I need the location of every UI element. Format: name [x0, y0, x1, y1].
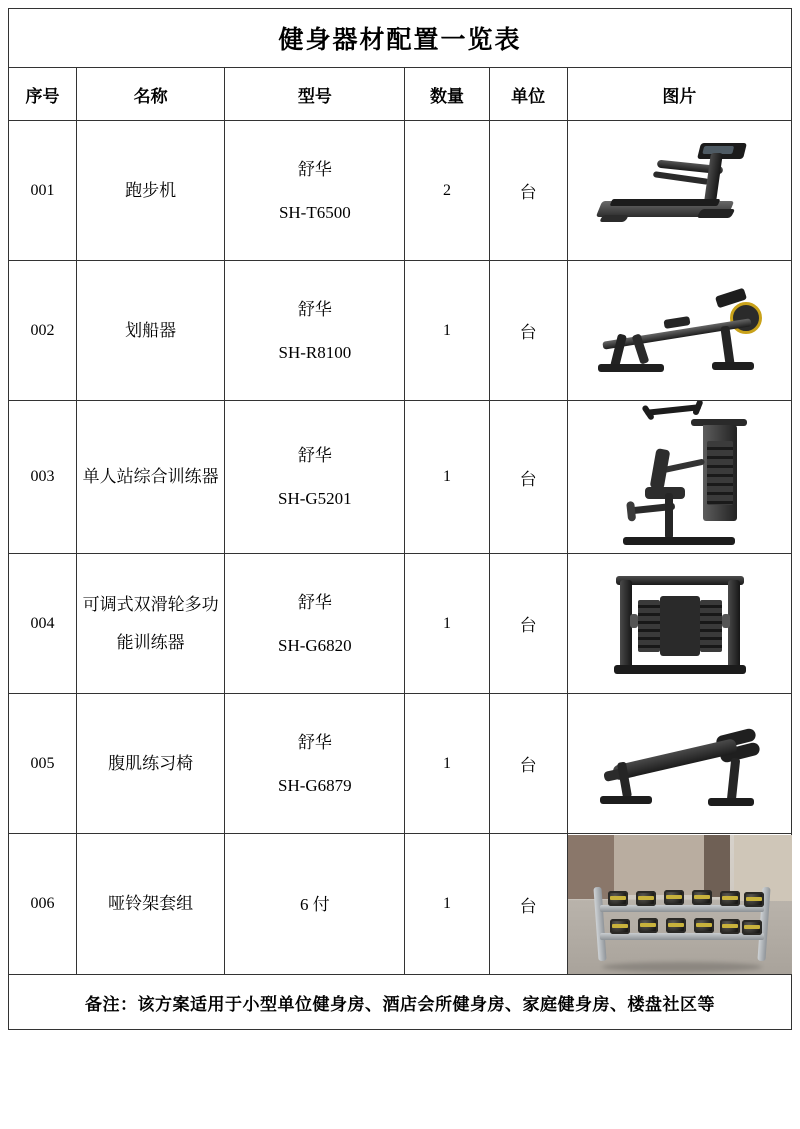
- gym-back-pad: [649, 448, 670, 490]
- row-no: 002: [9, 261, 77, 401]
- ab-bench-illustration: [594, 718, 766, 810]
- column-header-name: 名称: [77, 68, 225, 121]
- table-row: [9, 554, 792, 694]
- row-model: [225, 554, 405, 694]
- row-name: 腹肌练习椅: [77, 694, 225, 834]
- dumbbell: [744, 892, 764, 907]
- rack-shelf-lower: [600, 933, 764, 940]
- photo-wall-middle: [614, 835, 706, 895]
- row-unit: 台: [489, 401, 567, 554]
- dumbbell: [694, 918, 714, 933]
- table-note-row: [9, 975, 792, 1030]
- bench-base-left: [600, 796, 652, 804]
- row-picture-cell: [567, 694, 791, 834]
- row-no: 004: [9, 554, 77, 694]
- dual-pulley-trainer-image: [568, 554, 792, 693]
- trainer-handle-left: [630, 614, 638, 628]
- gym-weight-stack: [707, 441, 733, 505]
- treadmill-handle-lower: [652, 171, 708, 185]
- row-no: 003: [9, 401, 77, 554]
- dumbbell: [636, 891, 656, 906]
- column-header-picture: 图片: [567, 68, 791, 121]
- row-unit: 台: [489, 694, 567, 834]
- bench-base-right: [708, 798, 754, 806]
- row-picture-cell: [567, 121, 791, 261]
- trainer-base: [614, 665, 746, 674]
- row-model-code: SH-G6879: [278, 775, 352, 795]
- row-picture-cell: [567, 401, 791, 554]
- rowing-machine-illustration: [592, 286, 768, 376]
- dumbbell: [610, 919, 630, 934]
- row-model-code: SH-R8100: [278, 342, 352, 362]
- table-row: [9, 261, 792, 401]
- row-unit: 台: [489, 261, 567, 401]
- treadmill-rear-foot: [696, 209, 735, 218]
- rowing-machine-image: [568, 261, 792, 400]
- dumbbell-rack-photo: [568, 835, 792, 974]
- treadmill-image: [568, 121, 792, 260]
- table-row: [9, 694, 792, 834]
- column-header-unit: 单位: [489, 68, 567, 121]
- row-no: 006: [9, 834, 77, 975]
- row-qty: 1: [405, 834, 489, 975]
- table-header-row: [9, 68, 792, 121]
- dumbbell: [692, 890, 712, 905]
- row-model-brand: 舒华: [297, 159, 332, 179]
- row-name: 单人站综合训练器: [77, 401, 225, 554]
- trainer-weight-stack-right: [700, 600, 722, 652]
- equipment-configuration-table: [8, 8, 792, 1030]
- dumbbell: [664, 890, 684, 905]
- rower-leg-c: [720, 325, 734, 366]
- rower-leg-a: [610, 333, 627, 368]
- row-name: 跑步机: [77, 121, 225, 261]
- table-title-row: [9, 9, 792, 68]
- row-name: 可调式双滑轮多功能训练器: [77, 554, 225, 694]
- gym-base: [623, 537, 735, 545]
- rower-base-right: [712, 362, 754, 370]
- row-unit: 台: [489, 554, 567, 694]
- row-no: 005: [9, 694, 77, 834]
- row-qty: 1: [405, 261, 489, 401]
- row-model: [225, 834, 405, 975]
- row-name: 哑铃架套组: [77, 834, 225, 975]
- dumbbell: [720, 919, 740, 934]
- row-qty: 1: [405, 401, 489, 554]
- dumbbell: [720, 891, 740, 906]
- trainer-center-column: [660, 596, 700, 656]
- row-model-code: SH-G5201: [278, 489, 352, 508]
- row-model: [225, 261, 405, 401]
- row-qty: 2: [405, 121, 489, 261]
- dumbbell-rack: [594, 887, 770, 965]
- rower-base-left: [598, 364, 664, 372]
- row-no: 001: [9, 121, 77, 261]
- treadmill-belt: [609, 199, 720, 206]
- row-qty: 1: [405, 694, 489, 834]
- row-picture-cell: [567, 554, 791, 694]
- rack-shelf-upper: [600, 905, 764, 912]
- row-unit: 台: [489, 834, 567, 975]
- ab-bench-image: [568, 694, 792, 833]
- treadmill-front-foot: [599, 215, 629, 222]
- rower-seat: [663, 316, 690, 329]
- single-station-gym-image: [568, 401, 792, 553]
- trainer-handle-right: [722, 614, 730, 628]
- row-model: [225, 694, 405, 834]
- dumbbell: [638, 918, 658, 933]
- bench-leg-right: [726, 757, 740, 802]
- row-model-brand: 舒华: [297, 299, 332, 319]
- row-model-brand: 舒华: [297, 592, 332, 612]
- note-text: 备注：该方案适用于小型单位健身房、酒店会所健身房、家庭健身房、楼盘社区等: [9, 975, 792, 1030]
- row-picture-cell: [567, 834, 791, 975]
- row-picture-cell: [567, 261, 791, 401]
- rack-upright-left: [593, 886, 606, 960]
- row-name: 划船器: [77, 261, 225, 401]
- row-unit: 台: [489, 121, 567, 261]
- row-model: [225, 121, 405, 261]
- page-title: 健身器材配置一览表: [9, 9, 792, 68]
- single-station-gym-illustration: [605, 401, 755, 553]
- gym-seat-post: [665, 493, 673, 539]
- row-qty: 1: [405, 554, 489, 694]
- column-header-qty: 数量: [405, 68, 489, 121]
- bench-pad: [612, 738, 738, 781]
- row-model-brand: 6 付: [299, 894, 330, 914]
- gym-lat-bar: [644, 404, 700, 416]
- row-model-brand: 舒华: [297, 446, 332, 465]
- trainer-weight-stack-left: [638, 600, 660, 652]
- dumbbell: [666, 918, 686, 933]
- table-row: [9, 121, 792, 261]
- trainer-top-beam: [616, 576, 744, 585]
- table-row: [9, 401, 792, 554]
- dumbbell: [608, 891, 628, 906]
- dumbbell: [742, 920, 762, 935]
- treadmill-illustration: [595, 139, 765, 243]
- row-model: [225, 401, 405, 554]
- row-model-code: SH-G6820: [278, 635, 352, 655]
- row-model-code: SH-T6500: [278, 202, 351, 222]
- column-header-model: 型号: [225, 68, 405, 121]
- column-header-no: 序号: [9, 68, 77, 121]
- table-row: [9, 834, 792, 975]
- dual-pulley-trainer-illustration: [610, 570, 750, 678]
- row-model-brand: 舒华: [297, 732, 332, 752]
